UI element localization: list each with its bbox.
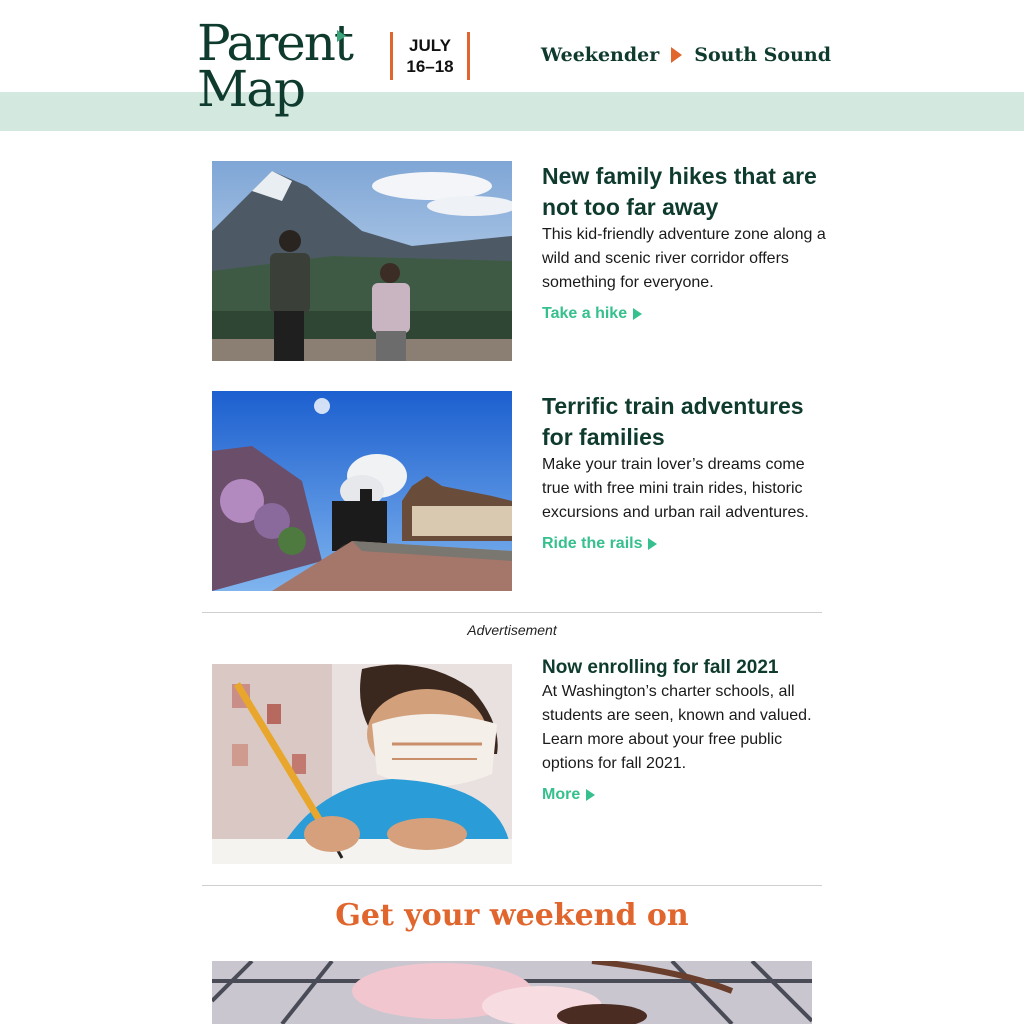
- article-title[interactable]: New family hikes that are not too far away: [542, 163, 817, 220]
- play-arrow-icon: [648, 538, 657, 550]
- breadcrumb: [541, 44, 831, 66]
- breadcrumb-region[interactable]: South Sound: [694, 44, 831, 66]
- logo-play-icon: [337, 30, 346, 42]
- play-arrow-icon: [633, 308, 642, 320]
- date-badge: [390, 32, 470, 80]
- play-arrow-icon: [586, 789, 595, 801]
- article-text: [542, 391, 827, 553]
- section-heading: Get your weekend on: [335, 898, 689, 933]
- date-range: 16–18: [406, 57, 454, 76]
- article-description: Make your train lover’s dreams come true with free mini train rides, historic excursions and urban rail adventures.: [542, 456, 809, 521]
- article-text: [542, 161, 827, 323]
- cta-label: More: [542, 786, 581, 803]
- parentmap-logo[interactable]: [197, 14, 357, 124]
- article-card: [212, 161, 826, 361]
- ride-the-rails-link[interactable]: [542, 535, 657, 553]
- article-title[interactable]: Terrific train adventures for families: [542, 393, 804, 450]
- ad-text: [542, 656, 827, 804]
- article-description: This kid-friendly adventure zone along a wild and scenic river corridor offers something for everyone.: [542, 226, 826, 291]
- student-image[interactable]: [212, 664, 512, 864]
- picnic-image[interactable]: [212, 961, 812, 1024]
- hike-image[interactable]: [212, 161, 512, 361]
- logo-line-2: Map: [197, 60, 305, 118]
- ad-description: At Washington’s charter schools, all students are seen, known and valued. Learn more about your free public options for fall 2021.: [542, 683, 812, 772]
- ad-title[interactable]: Now enrolling for fall 2021: [542, 657, 779, 678]
- cta-label: Ride the rails: [542, 535, 643, 552]
- train-image[interactable]: [212, 391, 512, 591]
- date-month: JULY: [409, 36, 451, 55]
- header: [0, 0, 1024, 131]
- breadcrumb-arrow-icon: [671, 47, 682, 63]
- divider: [202, 612, 822, 613]
- breadcrumb-weekender[interactable]: Weekender: [540, 44, 660, 66]
- divider: [202, 885, 822, 886]
- cta-label: Take a hike: [542, 305, 628, 322]
- take-a-hike-link[interactable]: [542, 305, 642, 323]
- article-card: [212, 391, 822, 591]
- logo-line-1: Parent: [197, 14, 352, 72]
- advertisement-label: Advertisement: [467, 622, 557, 638]
- more-link[interactable]: [542, 786, 595, 804]
- ad-card: [212, 656, 822, 864]
